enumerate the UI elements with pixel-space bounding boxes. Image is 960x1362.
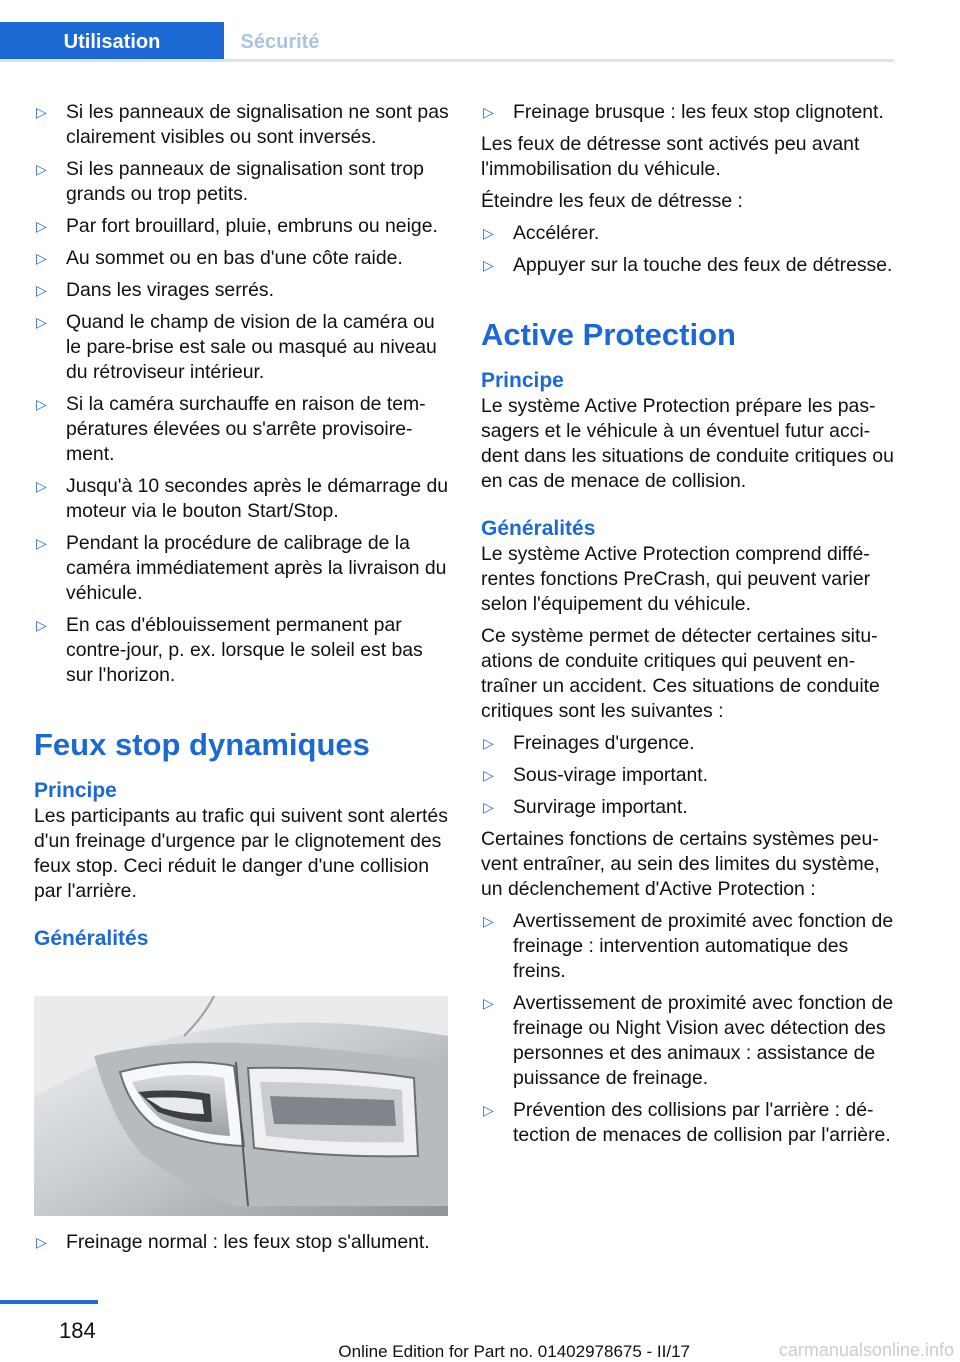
- bullet-triangle-icon: ▷: [36, 104, 47, 120]
- list-item: ▷ Freinage brusque : les feux stop clignotent.: [483, 101, 884, 123]
- bullet-triangle-icon: ▷: [483, 735, 494, 751]
- bullet-triangle-icon: ▷: [483, 257, 494, 273]
- bullet-triangle-icon: ▷: [36, 478, 47, 494]
- list-item: ▷ Par fort brouillard, pluie, embruns ou neige.: [36, 215, 438, 237]
- generalites-paragraph-3: Certaines fonctions de certains systèmes peuvent entraîner, au sein des limites du système, un déclenchement d'Active Protection :: [481, 828, 880, 900]
- list-item: ▷ Si les panneaux de signalisation sont trop grands ou trop petits.: [36, 158, 424, 205]
- list-item: ▷ Freinage normal : les feux stop s'allument.: [36, 1231, 430, 1253]
- left-after-image: [34, 1230, 450, 1262]
- list-item: ▷ Si les panneaux de signalisation ne sont pas clairement visibles ou sont inversés.: [36, 101, 449, 148]
- list-item: ▷ Si la caméra surchauffe en raison de températures élevées ou s'arrête provisoirement.: [36, 393, 426, 465]
- list-item: ▷ Avertissement de proximité avec fonction de freinage : intervention automatique des freins.: [483, 910, 894, 982]
- bullet-triangle-icon: ▷: [36, 617, 47, 633]
- list-item: ▷ En cas d'éblouissement permanent par contre-jour, p. ex. lorsque le soleil est bas sur l'horizon.: [36, 614, 423, 686]
- header-tabs: [0, 22, 894, 62]
- list-item: ▷ Sous-virage important.: [483, 764, 709, 786]
- tab-utilisation[interactable]: Utilisation: [0, 22, 224, 62]
- bullet-triangle-icon: ▷: [36, 314, 47, 330]
- subheading-principe: Principe: [481, 369, 564, 392]
- generalites-paragraph-1: Le système Active Protection comprend différentes fonctions PreCrash, qui peuvent varier selon l'équipement du véhicule.: [481, 543, 871, 615]
- edition-label: Online Edition for Part no. 01402978675 - II/17: [338, 1342, 690, 1361]
- bullet-triangle-icon: ▷: [483, 1102, 494, 1118]
- list-item: ▷ Appuyer sur la touche des feux de détresse.: [483, 254, 893, 276]
- bullet-triangle-icon: ▷: [36, 250, 47, 266]
- bullet-triangle-icon: ▷: [36, 1234, 47, 1250]
- bullet-triangle-icon: ▷: [36, 282, 47, 298]
- bullet-triangle-icon: ▷: [483, 913, 494, 929]
- list-item: ▷ Quand le champ de vision de la caméra ou le pare-brise est sale ou masqué au niveau du rétroviseur intérieur.: [36, 311, 437, 383]
- tab-securite[interactable]: Sécurité: [240, 31, 320, 53]
- subheading-generalites: Généralités: [481, 517, 596, 540]
- bullet-triangle-icon: ▷: [36, 535, 47, 551]
- list-item: ▷ Prévention des collisions par l'arrière : détection de menaces de collision par l'arrière.: [483, 1099, 891, 1146]
- bullet-triangle-icon: ▷: [483, 995, 494, 1011]
- tail-light-illustration: [34, 996, 448, 1216]
- list-item: ▷ Avertissement de proximité avec fonction de freinage ou Night Vision avec détection des personnes et des animaux : assistance de puissance de freinage.: [483, 992, 894, 1089]
- header-rule: [0, 59, 894, 62]
- bullet-triangle-icon: ▷: [483, 104, 494, 120]
- section-title-active-protection: Active Protection: [481, 317, 736, 352]
- page-number: 184: [59, 1318, 96, 1343]
- list-item: ▷ Accélérer.: [483, 222, 600, 244]
- principe-text: Le système Active Protection prépare les passagers et le véhicule à un éventuel futur accident dans les situations de conduite critiques ou en cas de menace de collision.: [481, 395, 894, 492]
- bullet-triangle-icon: ▷: [483, 799, 494, 815]
- list-item: ▷ Freinages d'urgence.: [483, 732, 695, 754]
- detresse-paragraph: Les feux de détresse sont activés peu avant l'immobilisation du véhicule.: [481, 133, 860, 180]
- page-footer: [0, 1300, 960, 1362]
- list-item: ▷ Jusqu'à 10 secondes après le démarrage du moteur via le bouton Start/Stop.: [36, 475, 449, 522]
- detresse-instruction: Éteindre les feux de détresse :: [481, 190, 743, 212]
- list-item: ▷ Au sommet ou en bas d'une côte raide.: [36, 247, 403, 269]
- bullet-triangle-icon: ▷: [36, 161, 47, 177]
- footer-rule: [0, 1300, 98, 1304]
- left-column: [34, 100, 450, 966]
- principe-text: Les participants au trafic qui suivent sont alertés d'un freinage d'urgence par le clignotement des feux stop. Ceci réduit le danger d'une collision par l'arrière.: [34, 805, 448, 902]
- bullet-triangle-icon: ▷: [483, 767, 494, 783]
- generalites-paragraph-2: Ce système permet de détecter certaines situations de conduite critiques qui peuvent entraîner un accident. Ces situations de conduite critiques sont les suivantes :: [481, 625, 880, 722]
- list-item: ▷ Pendant la procédure de calibrage de la caméra immédiatement après la livraison du véhicule.: [36, 532, 447, 604]
- bullet-triangle-icon: ▷: [36, 396, 47, 412]
- subheading-principe: Principe: [34, 779, 117, 802]
- bullet-triangle-icon: ▷: [36, 218, 47, 234]
- list-item: ▷ Dans les virages serrés.: [36, 279, 274, 301]
- bullet-triangle-icon: ▷: [483, 225, 494, 241]
- list-item: ▷ Survirage important.: [483, 796, 688, 818]
- right-column: [481, 100, 895, 1155]
- section-title-feux-stop: Feux stop dynamiques: [34, 727, 370, 762]
- subheading-generalites: Généralités: [34, 927, 149, 950]
- tail-light-image: [34, 996, 448, 1216]
- watermark: carmanualsonline.info: [778, 1340, 954, 1360]
